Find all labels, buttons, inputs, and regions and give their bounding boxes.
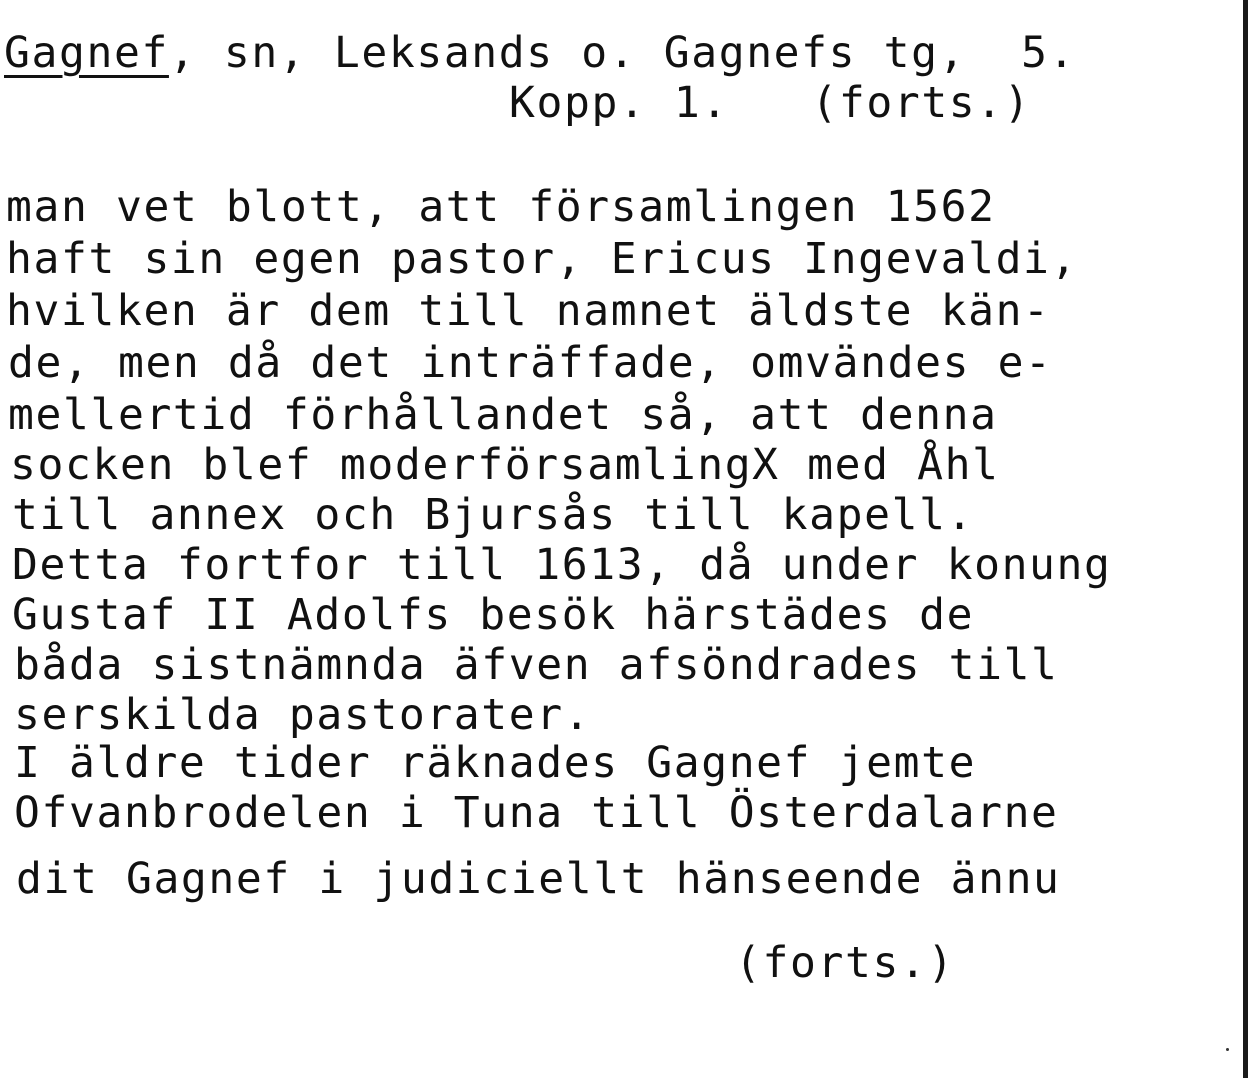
body-line: Gustaf II Adolfs besök härstädes de [12,590,975,640]
body-line: man vet blott, att församlingen 1562 [6,182,996,232]
body-line: till annex och Bjursås till kapell. [12,490,975,540]
body-line: socken blef moderförsamlingX med Åhl [10,440,1000,490]
body-line: hvilken är dem till namnet äldste kän- [6,286,1051,336]
card-heading [4,28,1077,78]
ink-speck [1226,1048,1229,1051]
card-subheading: Kopp. 1. (forts.) [509,78,1032,128]
card-edge-border [1243,0,1248,1078]
body-line: I äldre tider räknades Gagnef jemte [14,738,977,788]
body-line: Ofvanbrodelen i Tuna till Österdalarne [14,788,1059,838]
place-name: Gagnef [4,28,169,78]
body-line: haft sin egen pastor, Ericus Ingevaldi, [6,234,1079,284]
body-line: Detta fortfor till 1613, då under konung [12,540,1112,590]
continuation-note: (forts.) [735,938,955,988]
body-line: de, men då det inträffade, omvändes e- [8,338,1053,388]
body-line: mellertid förhållandet så, att denna [8,390,998,440]
body-line: dit Gagnef i judiciellt hänseende ännu [16,854,1061,904]
heading-details: , sn, Leksands o. Gagnefs tg, 5. [168,28,1077,78]
body-line: serskilda pastorater. [14,690,592,740]
body-line: båda sistnämnda äfven afsöndrades till [14,640,1059,690]
